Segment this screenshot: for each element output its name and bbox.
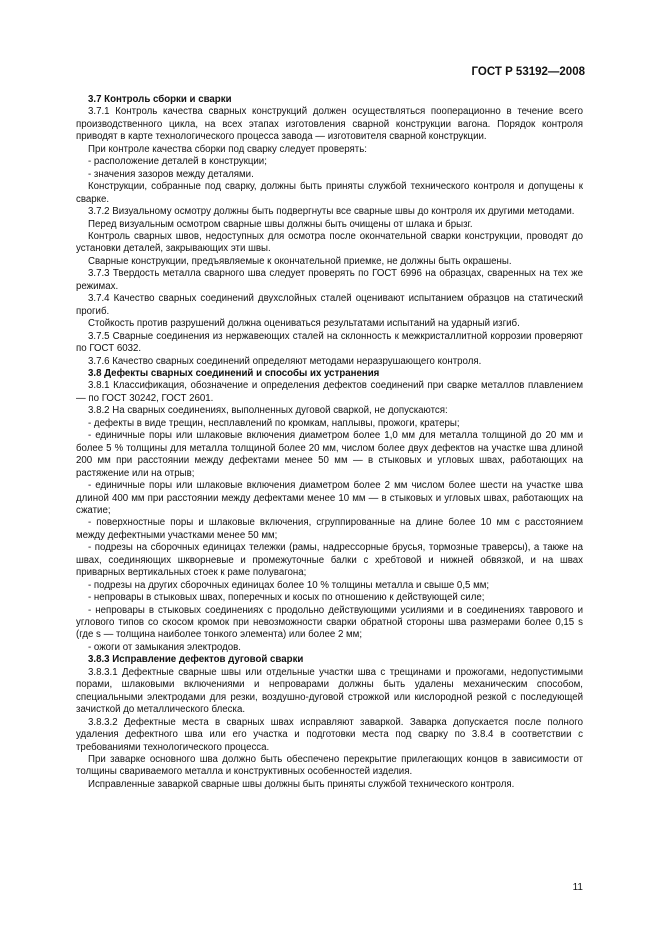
paragraph: 3.8.1 Классификация, обозначение и определения дефектов соединений при сварке металлов плавлением — по ГОСТ 30242, ГОСТ 2601.	[76, 380, 583, 404]
paragraph: - непровары в стыковых швах, поперечных и косых по отношению к действующей силе;	[88, 592, 485, 604]
section-heading: 3.8 Дефекты сварных соединений и способы их устранения	[88, 367, 380, 379]
paragraph: - непровары в стыковых соединениях с продольно действующими усилиями и в соединениях таврового и углового типов со скосом кромок при невозможности сварки обратной стороны шва размерами более 0,15 s (где s — толщина наиболее тонкого элемента) или более 2 мм;	[76, 604, 583, 641]
paragraph: 3.7.2 Визуальному осмотру должны быть подвергнуты все сварные швы до контроля их другими методами.	[88, 206, 575, 218]
paragraph: - подрезы на сборочных единицах тележки (рамы, надрессорные брусья, тормозные траверсы), а также на швах, соединяющих шкворневые и промежуточные балки с хребтовой и нижней обвязкой, и на швах приварных вертикальных стоек к раме полувагона;	[76, 542, 583, 579]
paragraph: 3.7.6 Качество сварных соединений определяют методами неразрушающего контроля.	[88, 355, 482, 367]
paragraph: - подрезы на других сборочных единицах более 10 % толщины металла и свыше 0,5 мм;	[88, 579, 490, 591]
paragraph: 3.7.3 Твердость металла сварного шва следует проверять по ГОСТ 6996 на образцах, сваренных на тех же режимах.	[76, 268, 583, 292]
paragraph: Конструкции, собранные под сварку, должны быть приняты службой технического контроля и допущены к сварке.	[76, 181, 583, 205]
paragraph: 3.7.4 Качество сварных соединений двухслойных сталей оценивают испытанием образцов на статический прогиб.	[76, 293, 583, 317]
section-heading: 3.7 Контроль сборки и сварки	[88, 94, 232, 105]
paragraph: - ожоги от замыкания электродов.	[88, 641, 241, 653]
paragraph: - значения зазоров между деталями.	[88, 168, 254, 180]
paragraph: 3.7.1 Контроль качества сварных конструкций должен осуществляться пооперационно в течение всего производственного цикла, на всех этапах изготовления сварной конструкции вагона. Порядок контроля приводят в карте технологического процесса завода — изготовителя сварной конструкции.	[76, 106, 583, 143]
page-number: 11	[572, 882, 583, 893]
paragraph: Исправленные заваркой сварные швы должны быть приняты службой технического контроля.	[88, 778, 515, 790]
paragraph: 3.8.3.2 Дефектные места в сварных швах исправляют заваркой. Заварка допускается после полного удаления дефектного шва или его участка и подготовки места под сварку по 3.8.4 в соответствии с требованиями технологического процесса.	[76, 716, 583, 753]
paragraph: При контроле качества сборки под сварку следует проверять:	[88, 143, 367, 155]
paragraph: Сварные конструкции, предъявляемые к окончательной приемке, не должны быть окрашены.	[88, 255, 512, 267]
paragraph: При заварке основного шва должно быть обеспечено перекрытие прилегающих концов в зависимости от толщины свариваемого металла и конструктивных особенностей изделия.	[76, 754, 583, 778]
document-code: ГОСТ Р 53192—2008	[471, 66, 585, 78]
paragraph: 3.7.5 Сварные соединения из нержавеющих сталей на склонность к межкристаллитной коррозии проверяют по ГОСТ 6032.	[76, 330, 583, 355]
paragraph: Контроль сварных швов, недоступных для осмотра после окончательной сварки конструкции, проводят до установки деталей, закрывающих эти швы.	[76, 230, 583, 255]
paragraph: - единичные поры или шлаковые включения диаметром более 2 мм числом более шести на участке шва длиной 400 мм при расстоянии между дефектами менее 10 мм — в стыковых и угловых швах, работающих на сжатие;	[76, 480, 583, 516]
paragraph: Перед визуальным осмотром сварные швы должны быть очищены от шлака и брызг.	[88, 218, 473, 230]
paragraph: Стойкость против разрушений должна оцениваться результатами испытаний на ударный изгиб.	[88, 318, 520, 330]
paragraph: 3.8.2 На сварных соединениях, выполненных дуговой сваркой, не допускаются:	[88, 405, 448, 417]
document-body	[76, 94, 583, 791]
paragraph: - поверхностные поры и шлаковые включения, сгруппированные на длине более 10 мм с расстоянием между дефектными участками менее 50 мм;	[76, 517, 583, 541]
paragraph: - расположение деталей в конструкции;	[88, 156, 267, 168]
paragraph: - дефекты в виде трещин, несплавлений по кромкам, наплывы, прожоги, кратеры;	[88, 417, 460, 429]
paragraph: - единичные поры или шлаковые включения диаметром более 1,0 мм для металла толщиной до 20 мм и более 5 % толщины для металла толщиной более 20 мм, числом более двух дефектов на участке шва длиной 200 мм при расстоянии между дефектами менее 50 мм — в стыковых и угловых швах, работающих на растяжение или на отрыв;	[76, 430, 583, 479]
paragraph: 3.8.3.1 Дефектные сварные швы или отдельные участки шва с трещинами и прожогами, недопустимыми порами, шлаковыми включениями и непроварами должны быть удалены механическим способом, специальными электродами для резки, воздушно-дуговой строжкой или кислородной резкой с последующей зачисткой до металлического блеска.	[76, 666, 583, 716]
section-heading: 3.8.3 Исправление дефектов дуговой сварки	[88, 654, 304, 666]
